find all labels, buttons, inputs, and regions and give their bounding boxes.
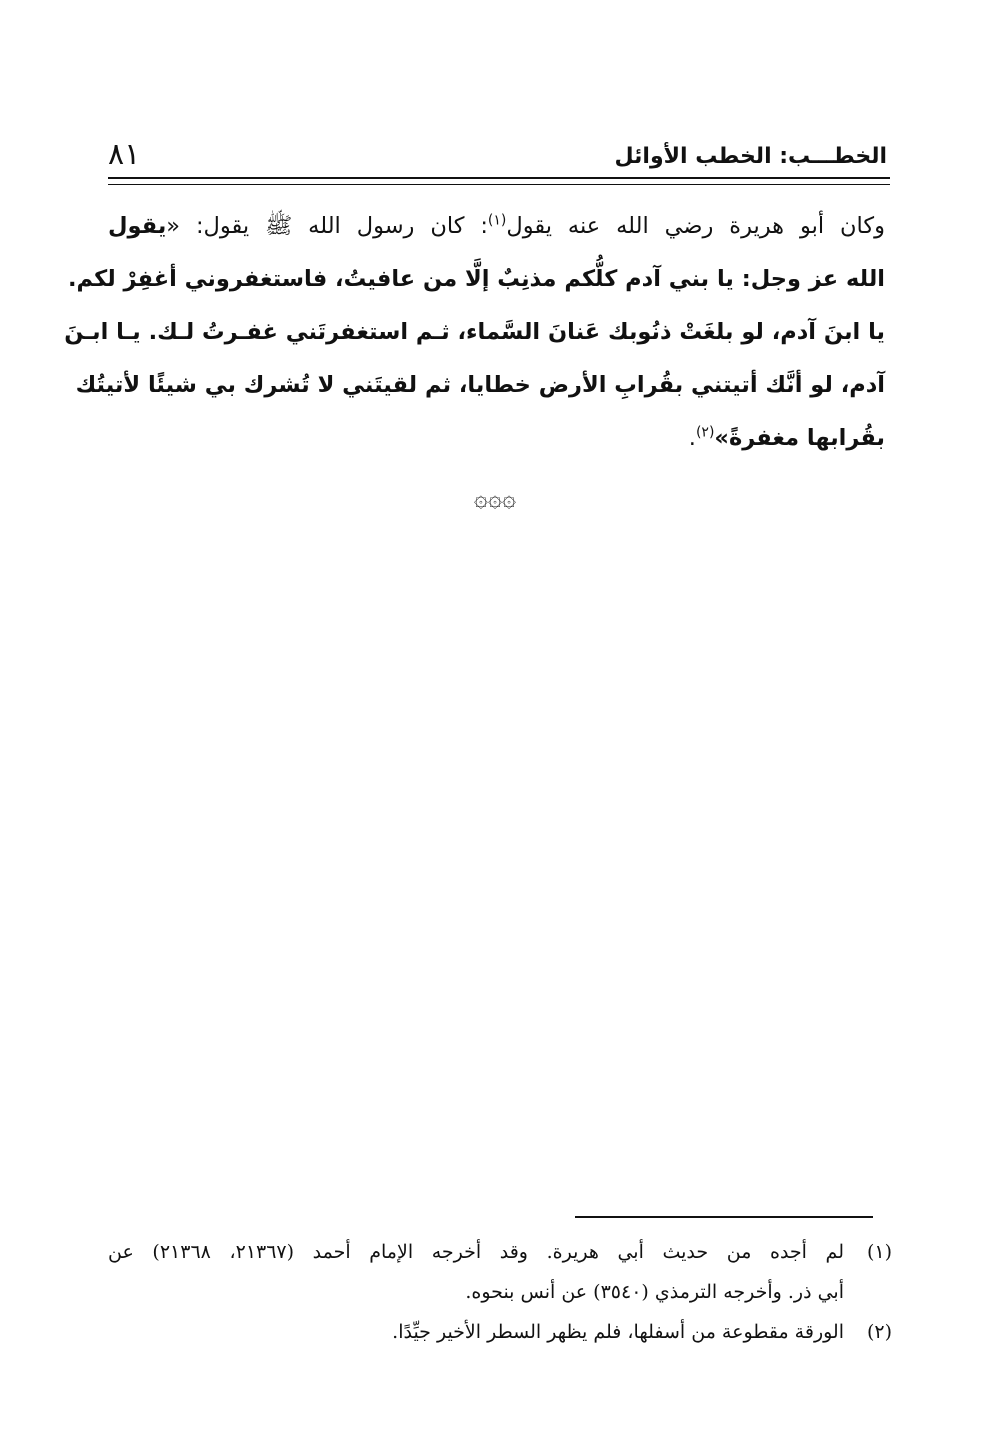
footnote-line: الورقة مقطوعة من أسفلها، فلم يظهر السطر الأخير جيِّدًا. [392,1321,844,1343]
footnote-2 [108,1312,892,1352]
text-line-5-end: . [688,425,696,451]
text-line-1-end: يقول [108,213,167,239]
footnote-line: أبي ذر. وأخرجه الترمذي (٣٥٤٠) عن أنس بنحوه. [465,1281,844,1303]
footnote-1 [108,1232,892,1312]
header-rule [108,177,890,185]
text-line-3: يا ابنَ آدم، لو بلغَتْ ذنُوبك عَنانَ السَّماء، ثـم استغفرتَني غفـرتُ لـك. يـا ابـنَ [64,319,885,345]
section-ornament [0,478,990,518]
footnote-separator [575,1216,873,1218]
footnote-line: لم أجده من حديث أبي هريرة. وقد أخرجه الإمام أحمد (٢١٣٦٧، ٢١٣٦٨) عن [108,1241,844,1263]
footnote-number: (٢) [866,1321,892,1343]
text-line-5 [108,412,885,465]
page-number: ٨١ [108,137,141,172]
text-line-2: الله عز وجل: يا بني آدم كلُّكم مذنِبٌ إلَّا من عافيتُ، فاستغفروني أغفِرْ لكم. [67,266,885,292]
ornament-flower-icon: ۞ [502,484,517,512]
text-line-5-text: بقُرابها مغفرةً» [714,425,885,451]
header-title: الخطـــب: الخطب الأوائل [614,144,887,169]
footnote-ref-1: (١) [487,212,507,229]
ornament-flower-icon: ۞ [473,484,488,512]
main-text [64,200,885,465]
text-line-1-start: وكان أبو هريرة رضي الله عنه يقول [506,213,885,239]
ornament-flower-icon: ۞ [487,484,503,512]
footnote-text [108,1232,844,1312]
text-line-1 [108,200,885,253]
footnotes [108,1232,892,1352]
footnote-number: (١) [866,1241,892,1263]
footnote-text [108,1312,844,1352]
text-line-1-middle: : كان رسول الله ﷺ يقول: « [166,213,488,239]
footnote-ref-2: (٢) [695,424,715,441]
text-line-4: آدم، لو أنَّك أتيتني بقُرابِ الأرض خطايا، ثم لقيتَني لا تُشرك بي شيئًا لأتيتُك [75,372,885,398]
running-header [108,138,887,178]
